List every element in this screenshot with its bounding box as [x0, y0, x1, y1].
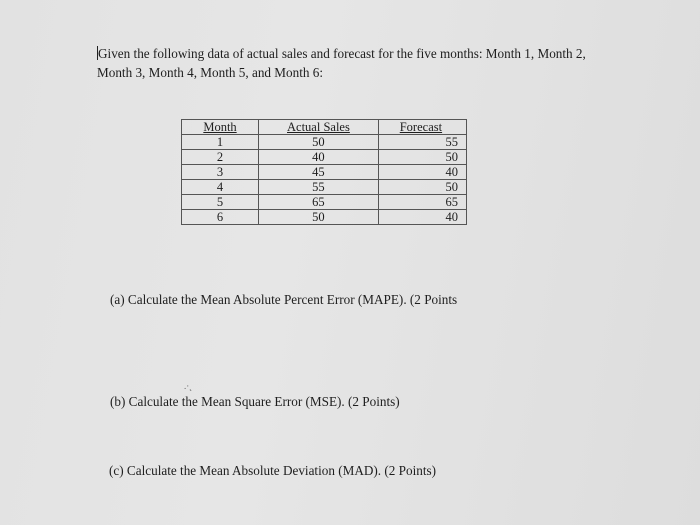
table-row [182, 180, 467, 195]
cell-actual-sales: 40 [259, 150, 379, 165]
table-row [182, 150, 467, 165]
cell-actual-sales: 45 [259, 165, 379, 180]
intro-line-2: Month 3, Month 4, Month 5, and Month 6: [97, 65, 324, 80]
header-actual-sales: Actual Sales [259, 120, 379, 135]
table-header-row [182, 120, 467, 135]
question-c: (c) Calculate the Mean Absolute Deviation (MAD). (2 Points) [109, 463, 437, 478]
header-forecast: Forecast [378, 120, 466, 135]
cell-month: 5 [182, 195, 259, 210]
cell-forecast: 55 [378, 135, 466, 150]
cell-actual-sales: 50 [259, 210, 379, 225]
cell-actual-sales: 65 [259, 195, 379, 210]
cell-month: 2 [182, 150, 259, 165]
table-row [182, 165, 467, 180]
cell-forecast: 50 [378, 180, 466, 195]
cell-forecast: 40 [378, 165, 466, 180]
table-row [182, 195, 467, 210]
cell-forecast: 40 [378, 210, 466, 225]
cell-month: 6 [182, 210, 259, 225]
table-row [182, 135, 467, 150]
cell-month: 4 [182, 180, 259, 195]
cell-month: 3 [182, 165, 259, 180]
cell-actual-sales: 55 [259, 180, 379, 195]
cell-actual-sales: 50 [259, 135, 379, 150]
question-b: (b) Calculate the Mean Square Error (MSE). (2 Points) [110, 394, 400, 409]
cell-forecast: 50 [378, 150, 466, 165]
sales-forecast-table [181, 119, 467, 225]
cell-month: 1 [182, 135, 259, 150]
question-a: (a) Calculate the Mean Absolute Percent Error (MAPE). (2 Points [110, 292, 458, 307]
header-month: Month [182, 120, 259, 135]
cell-forecast: 65 [378, 195, 466, 210]
paper-speck: .·˛ [184, 381, 193, 391]
intro-line-1: Given the following data of actual sales and forecast for the five months: Month 1, Month 2, [98, 46, 586, 61]
problem-statement [97, 44, 657, 82]
table-row [182, 210, 467, 225]
